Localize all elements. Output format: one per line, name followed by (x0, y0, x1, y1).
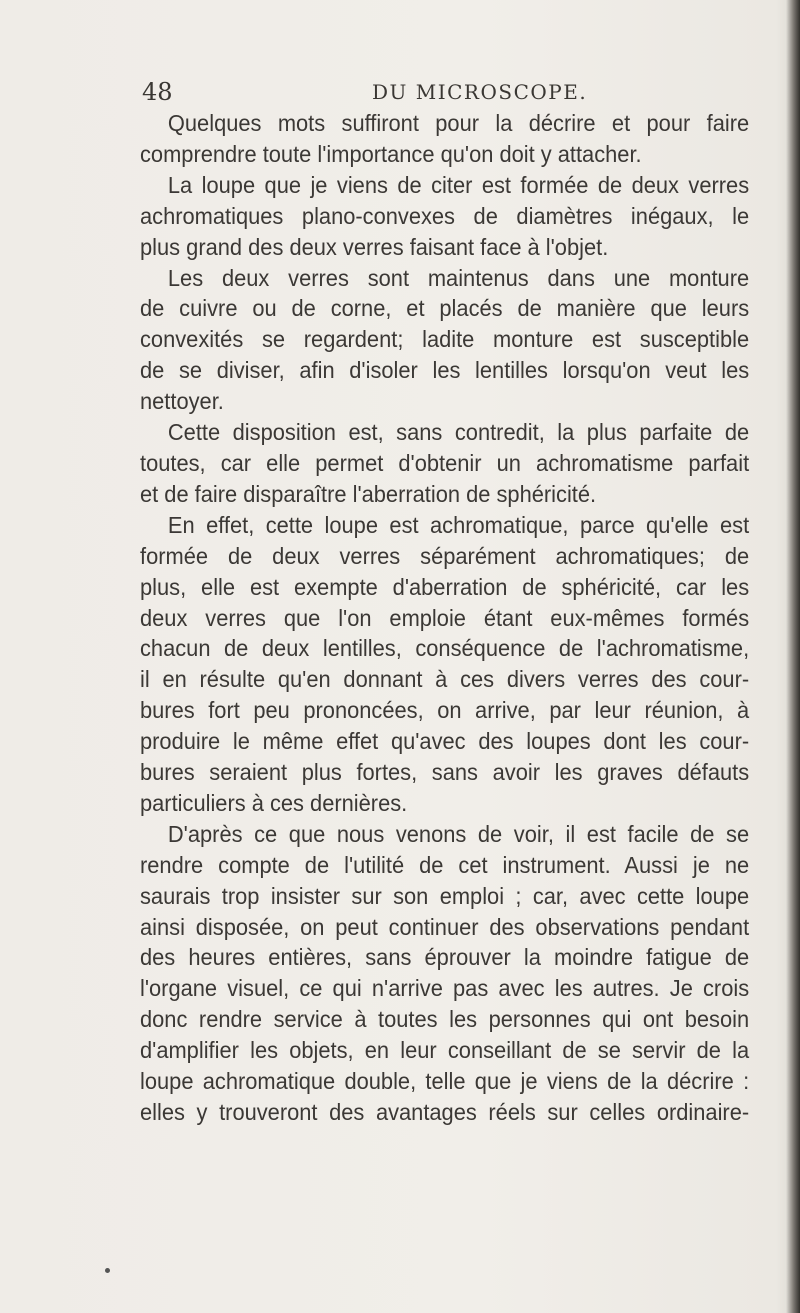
text-line: Quelques mots suffiront pour la décrire et pour faire (167, 110, 750, 136)
text-line: de se diviser, afin d'isoler les lentilles lorsqu'on veut les (140, 357, 750, 384)
page-header (142, 78, 742, 108)
paragraph (140, 510, 749, 819)
text-line: En effet, cette loupe est achromatique, parce qu'elle est (167, 511, 750, 538)
text-line: ainsi disposée, on peut continuer des observations pendant (140, 913, 750, 940)
text-line: saurais trop insister sur son emploi ; car, avec cette loupe (140, 882, 750, 909)
page-number: 48 (142, 78, 173, 106)
page-edge-shadow (786, 0, 800, 1313)
text-line: rendre compte de l'utilité de cet instrument. Aussi je ne (140, 851, 750, 878)
paragraph (140, 819, 749, 1128)
text-line: formée de deux verres séparément achromatiques; de (140, 542, 750, 569)
running-head: DU MICROSCOPE. (372, 80, 588, 104)
text-line: convexités se regardent; ladite monture est susceptible (140, 326, 750, 353)
paragraph (140, 417, 749, 510)
text-line: bures seraient plus fortes, sans avoir les graves défauts (140, 759, 750, 786)
text-line: chacun de deux lentilles, conséquence de l'achromatisme, (140, 635, 750, 662)
text-line: il en résulte qu'en donnant à ces divers verres des cour- (140, 666, 750, 693)
ink-dot (105, 1268, 110, 1273)
text-line: bures fort peu prononcées, on arrive, par leur réunion, à (140, 697, 750, 724)
paragraph (140, 263, 749, 418)
text-line: loupe achromatique double, telle que je viens de la décrire : (140, 1068, 750, 1095)
paragraph (140, 108, 749, 170)
text-line: des heures entières, sans éprouver la moindre fatigue de (140, 944, 750, 971)
text-line: nettoyer. (140, 388, 224, 415)
text-line: et de faire disparaître l'aberration de sphéricité. (140, 480, 597, 507)
text-line: La loupe que je viens de citer est formée de deux verres (167, 171, 750, 198)
text-line: de cuivre ou de corne, et placés de manière que leurs (140, 295, 750, 322)
text-line: toutes, car elle permet d'obtenir un achromatisme parfait (140, 449, 750, 476)
text-line: plus grand des deux verres faisant face à l'objet. (140, 233, 609, 260)
text-line: d'amplifier les objets, en leur conseillant de se servir de la (140, 1037, 750, 1064)
text-line: achromatiques plano-convexes de diamètres inégaux, le (140, 202, 750, 229)
text-line: produire le même effet qu'avec des loupes dont les cour- (140, 728, 750, 755)
text-line: deux verres que l'on emploie étant eux-mêmes formés (140, 604, 750, 631)
text-line: donc rendre service à toutes les personnes qui ont besoin (140, 1006, 750, 1033)
body-text (140, 108, 749, 1128)
text-line: comprendre toute l'importance qu'on doit y attacher. (140, 140, 642, 167)
text-line: elles y trouveront des avantages réels sur celles ordinaire- (140, 1099, 750, 1125)
text-line: plus, elle est exempte d'aberration de sphéricité, car les (140, 573, 750, 600)
text-line: Les deux verres sont maintenus dans une monture (167, 264, 750, 291)
text-line: D'après ce que nous venons de voir, il est facile de se (167, 820, 750, 847)
text-line: particuliers à ces dernières. (140, 789, 408, 816)
text-line: l'organe visuel, ce qui n'arrive pas avec les autres. Je crois (140, 975, 750, 1002)
paragraph (140, 170, 749, 263)
text-line: Cette disposition est, sans contredit, la plus parfaite de (167, 419, 750, 446)
